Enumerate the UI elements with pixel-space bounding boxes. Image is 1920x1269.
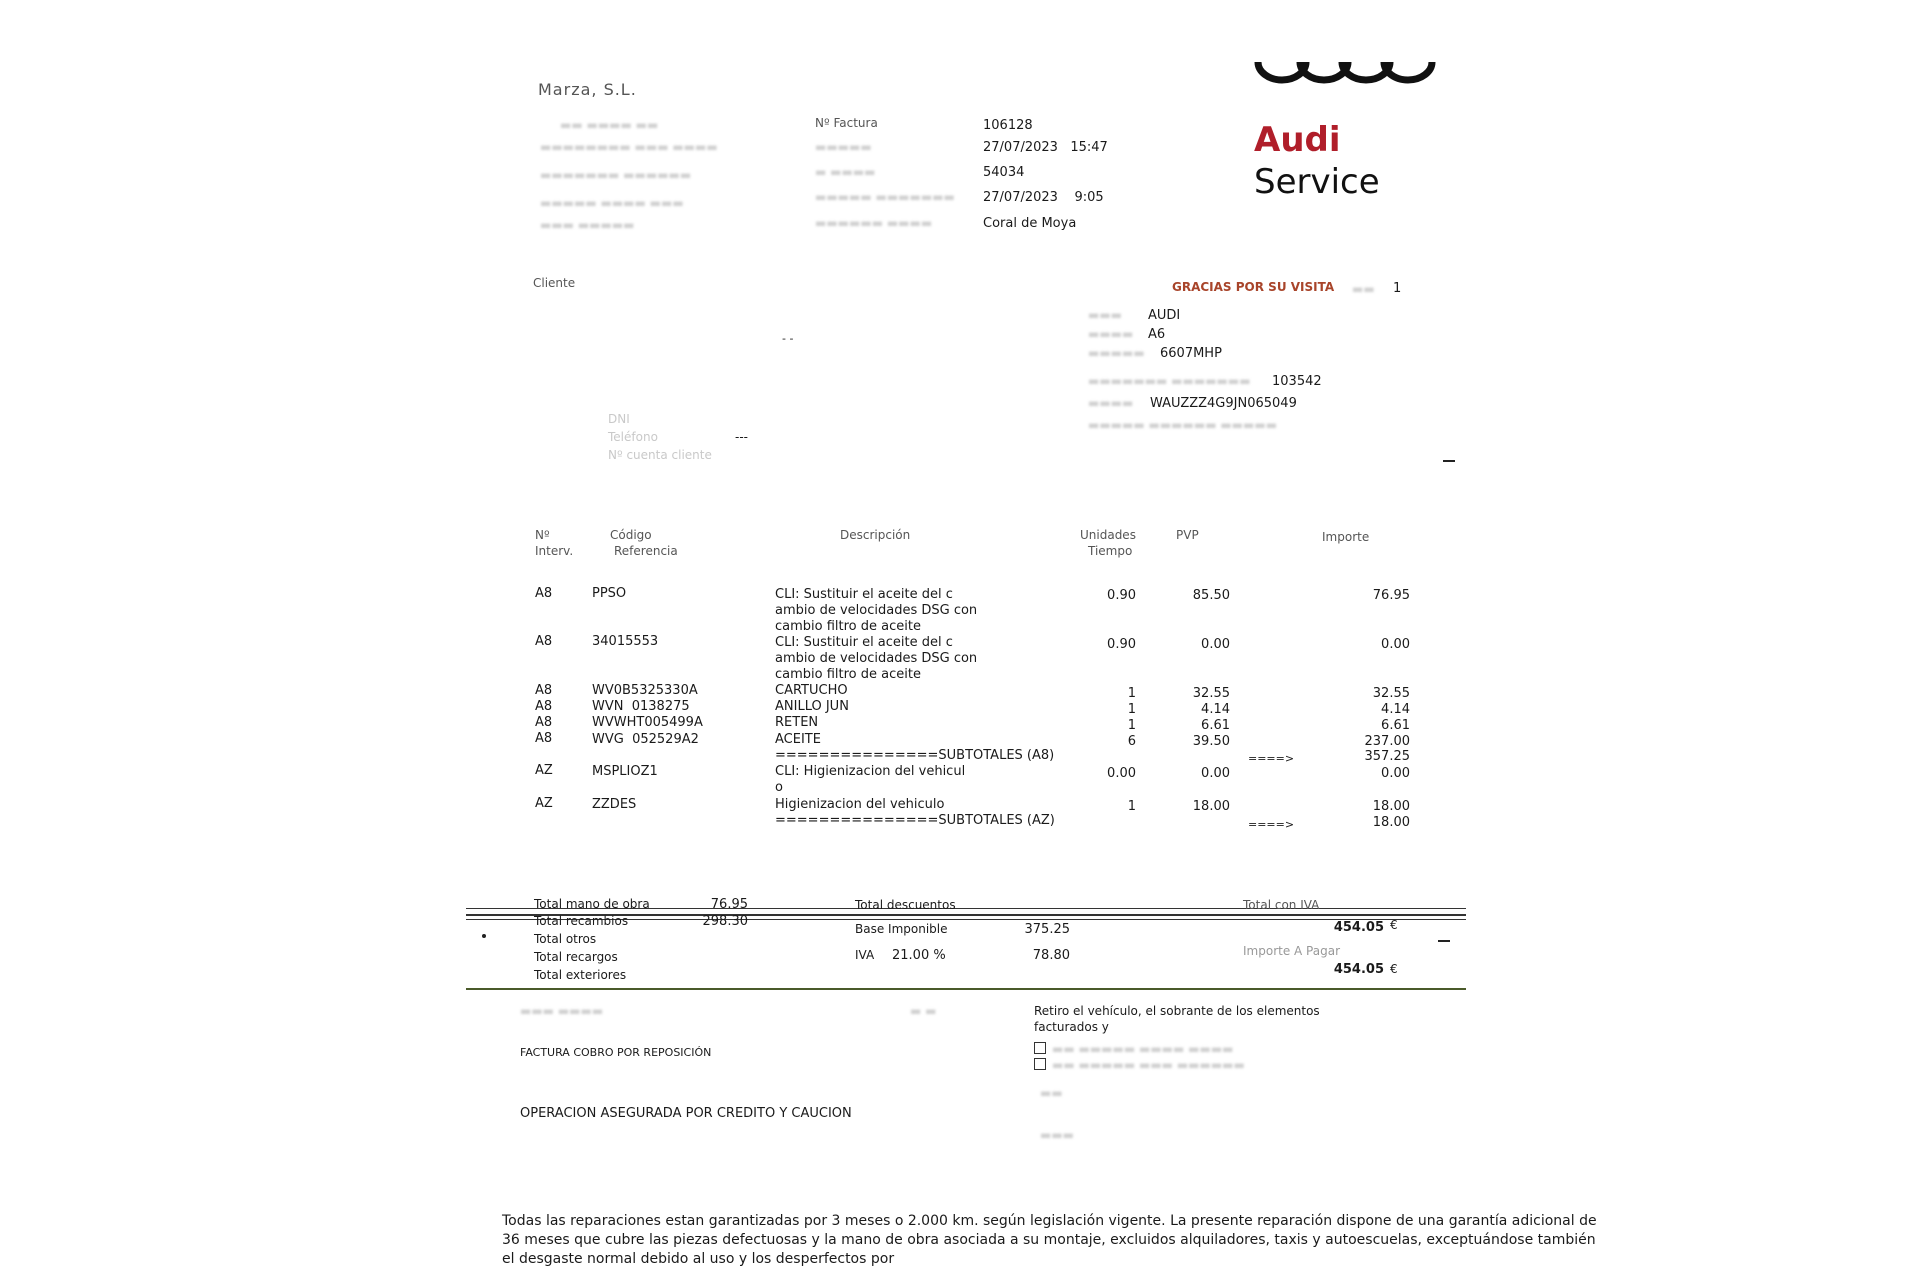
row-desc: CLI: Sustituir el aceite del c: [775, 635, 953, 650]
order-label: ▬ ▬▬▬▬: [815, 165, 876, 179]
subtotal-a8-amount: 357.25: [1364, 749, 1410, 764]
phone-label: Teléfono: [608, 430, 658, 444]
row-amount: 76.95: [1372, 588, 1410, 603]
retire-note: Retiro el vehículo, el sobrante de los elementos: [1034, 1004, 1320, 1018]
order-number: 54034: [983, 165, 1025, 180]
invoice-number-label: Nº Factura: [815, 116, 878, 130]
subtotal-arrow: ====>: [1248, 818, 1295, 831]
subtotal-arrow: ====>: [1248, 752, 1295, 765]
row-code: PPSO: [592, 586, 627, 601]
row-code: 34015553: [592, 634, 659, 649]
margin-mark: [1438, 940, 1450, 942]
base-label: Base Imponible: [855, 922, 948, 936]
date-label: ▬▬▬▬▬: [815, 140, 872, 154]
header-intv-2: Interv.: [535, 544, 574, 558]
signature-line: ▬▬: [1040, 1086, 1063, 1100]
row-code: WVWHT005499A: [592, 715, 703, 730]
row-desc: CARTUCHO: [775, 683, 848, 698]
retire-note-2: facturados y: [1034, 1020, 1109, 1034]
row-desc: Higienizacion del vehiculo: [775, 797, 945, 812]
dash-mark: - -: [782, 332, 794, 345]
invoice-date-time: 27/07/2023 15:47: [983, 140, 1108, 155]
notes-line: ▬ ▬: [910, 1004, 937, 1018]
header-units: Unidades: [1080, 528, 1136, 542]
row-desc: ambio de velocidades DSG con: [775, 603, 978, 618]
account-label: Nº cuenta cliente: [608, 448, 712, 462]
row-units: 0.90: [1107, 588, 1136, 603]
row-desc: ambio de velocidades DSG con: [775, 651, 978, 666]
row-code: ZZDES: [592, 797, 637, 812]
warranty-footer: Todas las reparaciones estan garantizadas por 3 meses o 2.000 km. según legislación vigente. La presente reparación dispone de una garantía adicional de 36 meses que cubre las piezas defectuosas y la mano de obra asociada a su montaje, excluidos alquiladores, taxis y autoescuelas, exceptuándose también el desgaste normal debido al uso y los desperfectos por: [502, 1213, 1597, 1267]
subtotal-az-label: ===============SUBTOTALES (AZ): [775, 813, 1055, 828]
vehicle-plate: 6607MHP: [1160, 346, 1222, 361]
charge-note: FACTURA COBRO POR REPOSICIÓN: [520, 1046, 712, 1059]
row-amount: 237.00: [1364, 734, 1410, 749]
labor-label: Total mano de obra: [534, 897, 650, 911]
plate-label: ▬▬▬▬▬: [1088, 346, 1145, 360]
row-units: 1: [1127, 718, 1136, 733]
row-code: WV0B5325330A: [592, 683, 698, 698]
total-iva-currency: €: [1390, 918, 1398, 932]
header-pvp: PVP: [1176, 528, 1199, 542]
advisor-name: Coral de Moya: [983, 216, 1077, 231]
row-intv: A8: [535, 715, 553, 730]
row-intv: A8: [535, 586, 553, 601]
row-amount: 18.00: [1372, 799, 1410, 814]
subtotal-a8-label: ===============SUBTOTALES (A8): [775, 748, 1055, 763]
row-amount: 6.61: [1381, 718, 1410, 733]
row-pvp: 85.50: [1192, 588, 1230, 603]
row-units: 0.90: [1107, 637, 1136, 652]
row-intv: A8: [535, 699, 553, 714]
row-desc: cambio filtro de aceite: [775, 619, 921, 634]
row-desc: CLI: Higienizacion del vehicul: [775, 764, 966, 779]
to-pay-label: Importe A Pagar: [1243, 944, 1341, 958]
row-code: WVN 0138275: [592, 699, 690, 714]
row-desc: RETEN: [775, 715, 819, 730]
row-pvp: 39.50: [1192, 734, 1230, 749]
row-desc: ACEITE: [775, 732, 821, 747]
total-iva-value: 454.05: [1333, 920, 1384, 935]
row-amount: 0.00: [1381, 766, 1410, 781]
dni-label: DNI: [608, 412, 630, 426]
retire-option-label: ▬▬ ▬▬▬▬▬ ▬▬▬▬ ▬▬▬▬: [1052, 1042, 1234, 1056]
row-desc: o: [775, 780, 783, 795]
page-number: 1: [1393, 281, 1402, 296]
brand-label: ▬▬▬: [1088, 308, 1123, 322]
row-code: WVG 052529A2: [592, 732, 699, 747]
surcharges-label: Total recargos: [534, 950, 618, 964]
header-amount: Importe: [1322, 530, 1370, 544]
vehicle-vin: WAUZZZ4G9JN065049: [1150, 396, 1297, 411]
base-value: 375.25: [1024, 922, 1070, 937]
others-label: Total otros: [534, 932, 597, 946]
row-units: 1: [1127, 702, 1136, 717]
margin-dot: [482, 934, 486, 938]
margin-mark: [1443, 460, 1455, 462]
header-intv: Nº: [535, 528, 550, 542]
parts-label: Total recambios: [534, 914, 629, 928]
retire-option-label: ▬▬ ▬▬▬▬▬ ▬▬▬ ▬▬▬▬▬▬: [1052, 1058, 1245, 1072]
vehicle-km: 103542: [1272, 374, 1322, 389]
row-desc: CLI: Sustituir el aceite del c: [775, 587, 953, 602]
brand-service: Service: [1254, 162, 1380, 202]
row-intv: AZ: [535, 763, 553, 778]
km-label: ▬▬▬▬▬▬▬ ▬▬▬▬▬▬▬: [1088, 374, 1251, 388]
retire-option-checkbox[interactable]: [1034, 1058, 1046, 1070]
row-pvp: 6.61: [1201, 718, 1230, 733]
row-pvp: 18.00: [1192, 799, 1230, 814]
iva-rate: 21.00 %: [892, 948, 946, 963]
row-intv: AZ: [535, 796, 553, 811]
brand-audi: Audi: [1254, 120, 1341, 160]
retire-option-checkbox[interactable]: [1034, 1042, 1046, 1054]
row-pvp: 0.00: [1201, 766, 1230, 781]
address-line: ▬▬▬▬▬▬▬▬ ▬▬▬ ▬▬▬▬: [540, 140, 718, 154]
notes-line: ▬▬▬ ▬▬▬▬: [520, 1004, 604, 1018]
row-units: 1: [1127, 686, 1136, 701]
totals-rule-bottom: [466, 988, 1466, 990]
vehicle-brand: AUDI: [1148, 308, 1181, 323]
iva-label: IVA: [855, 948, 875, 962]
header-desc: Descripción: [840, 528, 911, 542]
row-amount: 0.00: [1381, 637, 1410, 652]
row-amount: 4.14: [1381, 702, 1410, 717]
entry-label: ▬▬▬▬▬ ▬▬▬▬▬▬▬: [815, 190, 955, 204]
thanks-message: GRACIAS POR SU VISITA: [1172, 280, 1335, 294]
row-units: 6: [1127, 734, 1136, 749]
address-line: ▬▬▬▬▬ ▬▬▬▬ ▬▬▬: [540, 196, 684, 210]
page-label: ▬▬: [1352, 282, 1375, 296]
address-line: ▬▬▬▬▬▬▬ ▬▬▬▬▬▬: [540, 168, 692, 182]
row-amount: 32.55: [1372, 686, 1410, 701]
header-units-2: Tiempo: [1088, 544, 1133, 558]
row-intv: A8: [535, 731, 553, 746]
header-code-2: Referencia: [614, 544, 678, 558]
to-pay-currency: €: [1390, 962, 1398, 976]
iva-value: 78.80: [1032, 948, 1070, 963]
row-units: 1: [1127, 799, 1136, 814]
total-iva-label: Total con IVA: [1243, 898, 1320, 912]
external-label: Total exteriores: [534, 968, 627, 982]
address-line: ▬▬▬ ▬▬▬▬▬: [540, 218, 635, 232]
vehicle-model: A6: [1148, 327, 1166, 342]
vehicle-note: ▬▬▬▬▬ ▬▬▬▬▬▬ ▬▬▬▬▬: [1088, 418, 1278, 432]
advisor-label: ▬▬▬▬▬▬ ▬▬▬▬: [815, 216, 933, 230]
row-pvp: 4.14: [1201, 702, 1230, 717]
model-label: ▬▬▬▬: [1088, 327, 1134, 341]
to-pay-value: 454.05: [1333, 962, 1384, 977]
labor-value: 76.95: [710, 897, 748, 912]
row-desc: cambio filtro de aceite: [775, 667, 921, 682]
insured-note: OPERACION ASEGURADA POR CREDITO Y CAUCION: [520, 1106, 852, 1121]
company-name: Marza, S.L.: [538, 80, 637, 99]
row-intv: A8: [535, 634, 553, 649]
audi-rings-logo: [1250, 62, 1440, 106]
vin-label: ▬▬▬▬: [1088, 396, 1134, 410]
phone-value: ---: [735, 430, 748, 444]
row-desc: ANILLO JUN: [775, 699, 849, 714]
header-code: Código: [610, 528, 652, 542]
row-pvp: 0.00: [1201, 637, 1230, 652]
entry-date-time: 27/07/2023 9:05: [983, 190, 1104, 205]
subtotal-az-amount: 18.00: [1372, 815, 1410, 830]
row-units: 0.00: [1107, 766, 1136, 781]
row-pvp: 32.55: [1192, 686, 1230, 701]
row-code: MSPLIOZ1: [592, 764, 658, 779]
invoice-number: 106128: [983, 118, 1033, 133]
parts-value: 298.30: [702, 914, 748, 929]
row-intv: A8: [535, 683, 553, 698]
address-line: ▬▬ ▬▬▬▬ ▬▬: [560, 118, 659, 132]
discounts-label: Total descuentos: [855, 898, 956, 912]
signature-line: ▬▬▬: [1040, 1128, 1075, 1142]
customer-label: Cliente: [533, 276, 576, 290]
